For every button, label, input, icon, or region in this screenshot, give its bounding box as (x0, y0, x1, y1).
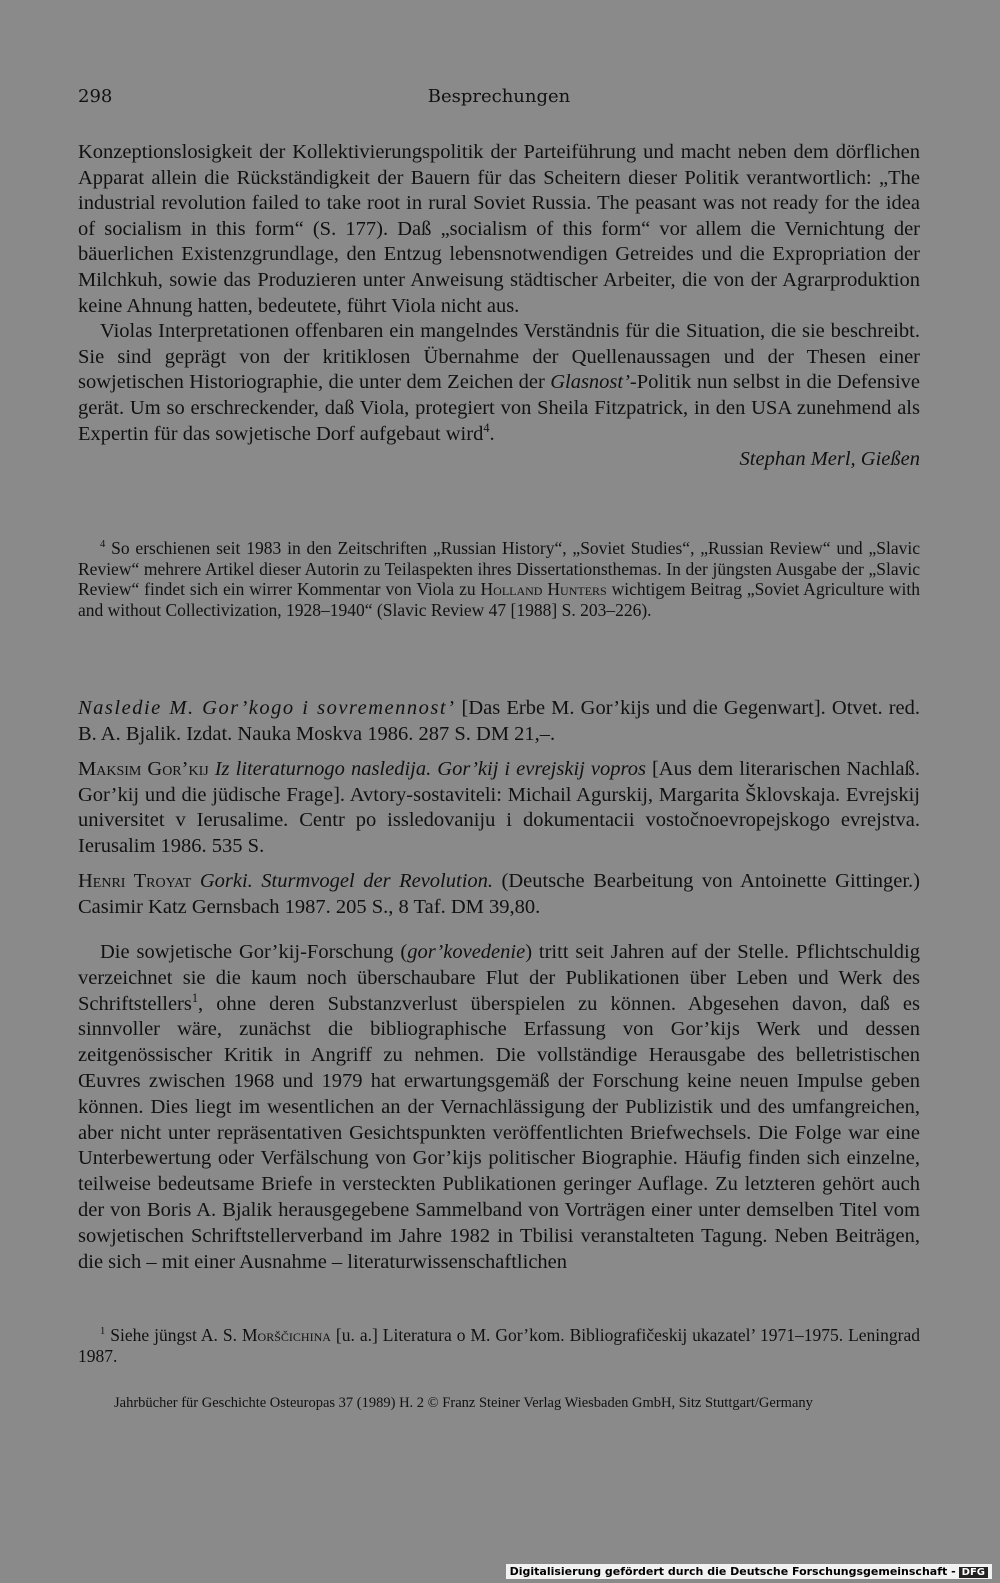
book-title: Nasledie M. Gor’kogo i sovremennost’ (78, 697, 456, 719)
page-number: 298 (78, 86, 113, 107)
running-header (78, 86, 920, 112)
footnote: $^4$ So erschienen seit 1983 in den Zeitschriften „Russian History“, „Soviet Studies“, „Russian Review“ und „Slavic Review“ mehrere Artikel dieser Autorin zu Teilaspekten ihres Dissertationsthemas. In der jüngsten Ausgabe der „Slavic Review“ findet sich ein wirrer Kommentar von Viola zu Holland Hunters wichtigem Beitrag „Soviet Agriculture with and without Collectivization, 1928–1940“ (Slavic Review 47 [1988] S. 203–226). (78, 538, 920, 620)
author-name: Morščichina (242, 1325, 331, 1345)
bibliography-entry: Henri Troyat Gorki. Sturmvogel der Revolution. (Deutsche Bearbeitung von Antoinette Gittinger.) Casimir Katz Gernsbach 1987. 205 S., 8 Taf. DM 39,80. (78, 870, 920, 918)
paragraph: Die sowjetische Gor’kij-Forschung (gor’kovedenie) tritt seit Jahren auf der Stelle. Pflichtschuldig verzeichnet sie die kaum noch überschaubare Flut der Publikationen über Leben und Werk des Schriftstellers$^1$, ohne deren Substanzverlust überspielen zu können. Abgesehen davon, daß es sinnvoller wäre, zunächst die bibliographische Erfassung von Gor’kijs Werk und dessen zeitgenössischer Kritik in Angriff zu nehmen. Die vollständige Herausgabe des belletristischen Œuvres zwischen 1968 und 1979 hat erwartungsgemäß der Forschung keine neuen Impulse geben können. Dies liegt im wesentlichen an der Vernachlässigung der Publizistik und des umfangreichen, aber nicht unter repräsentativen Gesichtspunkten veröffentlichten Briefwechsels. Die Folge war eine Unterbewertung oder Verfälschung von Gor’kijs politischer Biographie. Häufig finden sich einzelne, teilweise bedeutsame Briefe in versteckten Publikationen geringer Auflage. Zu letzteren gehört auch der von Boris A. Bjalik herausgegebene Sammelband von Vorträgen einer unter demselben Titel vom sowjetischen Schriftstellerverband im Jahre 1982 in Tbilisi veranstalteten Tagung. Neben Beiträgen, die sich – mit einer Ausnahme – literaturwissenschaftlichen (78, 941, 921, 1273)
footnote-ref: 1 (191, 990, 199, 1005)
dfg-logo-icon: DFG (959, 1567, 988, 1578)
section-title: Besprechungen (427, 86, 571, 107)
journal-footer: Jahrbücher für Geschichte Osteuropas 37 (1989) H. 2 © Franz Steiner Verlag Wiesbaden GmbH, Sitz Stuttgart/Germany (114, 1395, 813, 1411)
author-name: Henri Troyat (78, 870, 192, 892)
reviewer-signature: Stephan Merl, Gießen (739, 448, 920, 471)
author-name: Maksim Gor’kij (78, 758, 209, 780)
review-body (78, 940, 920, 1275)
book-title: Iz literaturnogo nasledija. Gor’kij i evrejskij vopros (208, 758, 646, 780)
review-continuation (78, 140, 920, 473)
bibliography-entry: Maksim Gor’kij Iz literaturnogo nasledija. Gor’kij i evrejskij vopros [Aus dem literarischen Nachlaß. Gor’kij und die jüdische Frage]. Avtory-sostaviteli: Michail Agurskij, Margarita Šklovskaja. Evrejskij universitet v Ierusalime. Centr po issledovaniju i dokumentacii vostočnoevropejskogo evrejstva. Ierusalim 1986. 535 S. (78, 758, 920, 857)
paragraph: Konzeptionslosigkeit der Kollektivierungspolitik der Parteiführung und macht neben dem dörflichen Apparat allein die Rückständigkeit der Bauern für das Scheitern dieser Politik verantwortlich: „The industrial revolution failed to take root in rural Soviet Russia. The peasant was not ready for the idea of socialism in this form“ (S. 177). Daß „socialism of this form“ vor allem die Vernichtung der bäuerlichen Existenzgrundlage, den Entzug lebensnotwendigen Getreides und die Expropriation der Milchkuh, sowie das Produzieren unter Anweisung städtischer Arbeiter, die von der Agrarproduktion keine Ahnung hatten, bedeutete, führt Viola nicht aus. (78, 141, 920, 317)
author-name: Holland Hunters (480, 579, 607, 599)
footnote: $^1$ Siehe jüngst A. S. Morščichina [u. a.] Literatura o M. Gor’kom. Bibliografičeskij ukazatel’ 1971–1975. Leningrad 1987. (78, 1325, 920, 1366)
footnote-ref: 4 (483, 420, 490, 435)
footnote-marker: 1 (100, 1326, 106, 1338)
bibliography-entry: Nasledie M. Gor’kogo i sovremennost’ [Das Erbe M. Gor’kijs und die Gegenwart]. Otvet. red. B. A. Bjalik. Izdat. Nauka Moskva 1986. 287 S. DM 21,–. (78, 697, 920, 745)
book-title: Gorki. Sturmvogel der Revolution. (191, 870, 494, 892)
footnote-marker: 4 (100, 539, 106, 551)
paragraph: Violas Interpretationen offenbaren ein mangelndes Verständnis für die Situation, die sie beschreibt. Sie sind geprägt von der kritiklosen Übernahme der Quellenaussagen und der Thesen einer sowjetischen Historiographie, die unter dem Zeichen der Glasnost’-Politik nun selbst in die Defensive gerät. Um so erschreckender, daß Viola, protegiert von Sheila Fitzpatrick, in den USA zunehmend als Expertin für das sowjetische Dorf aufgebaut wird$^4$. (78, 320, 920, 445)
digitization-credit: Digitalisierung gefördert durch die Deutsche Forschungsgemeinschaft - DFG (506, 1564, 992, 1579)
